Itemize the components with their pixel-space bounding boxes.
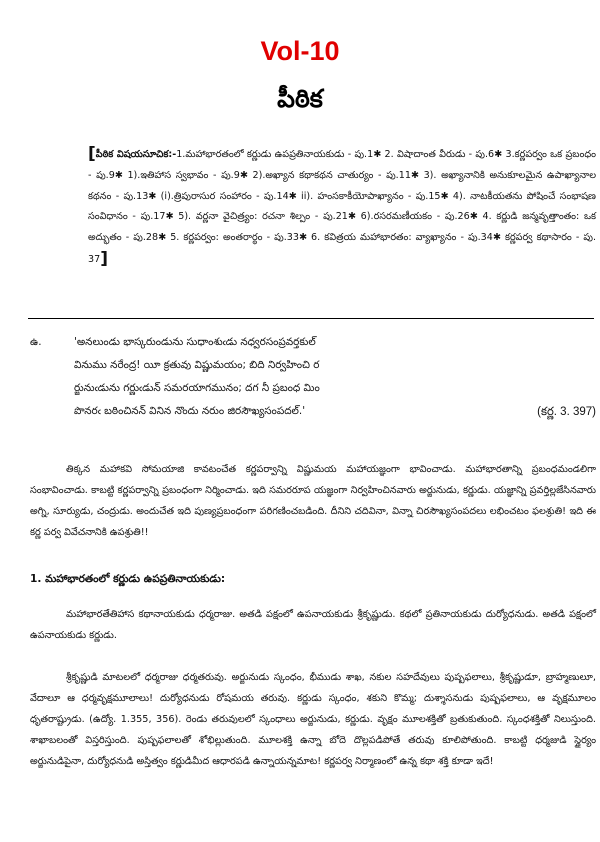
section-paragraph-1: మహాభారతేతిహాస కథానాయకుడు ధర్మరాజు. అతడి పక్షంలో ఉపనాయకుడు శ్రీకృష్ణుడు. కథలో ప్రతినాయకుడు దుర్యోధనుడు. అతడి పక్షంలో ఉపనాయకుడు కర్ణుడు. xyxy=(30,609,596,641)
divider xyxy=(28,318,594,319)
section-paragraph-2: శ్రీకృష్ణుడి మాటలలో ధర్మరాజు ధర్మతరువు. అర్జునుడు స్కంధం, భీముడు శాఖ, నకుల సహదేవులు పుష్పఫలాలు, శ్రీకృష్ణుడూ, బ్రాహ్మణులూ, వేదాలూ ఆ ధర్మవృక్షమూలాలు! దుర్యోధనుడు రోషమయ తరువు. కర్ణుడు స్కంధం, శకుని కొమ్మ; దుశ్శాసనుడు పుష్పఫలాలు, ఆ వృక్షమూలం ధృతరాష్ట్రుడు. (ఉద్యో. 1.355, 356). రెండు తరువులలో స్కంధాలు అర్జునుడు, కర్ణుడు. వృక్షం మూలశక్తితో బ్రతుకుతుంది. స్కంధశక్తితో నిలుస్తుంది. శాఖాబలంతో విస్తరిస్తుంది. పుష్పఫలాలతో శోభిల్లుతుంది. మూలశక్తి ఉన్నా బోదె దొల్లపడిపోతే తరువు కూలిపోతుంది. కాబట్టి ధర్మజుడి స్థైర్యం అర్జునుడిపైనా, దుర్యోధనుడి అస్తిత్వం కర్ణుడిమీద ఆధారపడి ఉన్నాయన్నమాట! కర్ణపర్వ నిర్మాణంలో ఉన్న కథా శక్తి కూడా ఇదే! xyxy=(30,672,596,767)
close-bracket: ] xyxy=(100,248,108,269)
verse-marker: ఉ. xyxy=(30,336,42,348)
table-of-contents xyxy=(88,144,596,271)
verse-line: పొనరఁ బఠించినన్ వినిన నొందు నరుం జిరసౌఖ్యసంపదల్.' xyxy=(74,405,306,417)
section-heading: 1. మహాభారతంలో కర్ణుడు ఉపప్రతినాయకుడు: xyxy=(30,573,226,585)
verse-line: వినుము నరేంద్ర! యీ క్రతువు విష్ణుమయం; బిది నిర్వహించి ర xyxy=(74,359,320,371)
verse-line: 'అనలుండు భాస్కరుండును సుధాంశుఁడు నధ్వరసంప్రవర్తకుల్ xyxy=(74,336,316,348)
verse-line: ర్జునుఁడును గర్ణుఁడున్ సమరయాగమునం; దగ నీ ప్రబంధ మిం xyxy=(74,382,320,394)
page-title: పీఠిక xyxy=(277,84,323,113)
toc-label: పీఠిక విషయసూచిక:- xyxy=(95,149,177,160)
intro-paragraph: తిక్కన మహాకవి సోమయాజి కావటంచేత కర్ణపర్వాన్ని విష్ణుమయ మహాయజ్ఞంగా భావించాడు. మహాభారతాన్ని ప్రబంధమండలిగా సంభావించాడు. కాబట్టి కర్ణపర్వాన్ని ప్రబంధంగా నిర్మించాడు. ఇది సమరరూప యజ్ఞంగా నిర్వహించినవారు అర్జునుడు, కర్ణుడు. యజ్ఞాన్ని ప్రవర్తిల్లజేసినవారు అగ్ని, సూర్యుడు, చంద్రుడు. అందుచేత ఇది పుణ్యప్రబంధంగా పరిగణించబడింది. దీనిని చదివినా, విన్నా చిరసౌఖ్యసంపదలు లభించటం ఫలశ్రుతి! ఇది ఈ కర్ణ పర్వ వివేచనానికి ఉపశ్రుతి!! xyxy=(30,464,596,538)
volume-label: Vol-10 xyxy=(260,36,340,66)
open-bracket: [ xyxy=(88,144,96,164)
verse-reference: (కర్ణ. 3. 397) xyxy=(537,406,596,418)
toc-text: 1.మహాభారతంలో కర్ణుడు ఉపప్రతినాయకుడు - పు.1✱ 2. విషాదాంత వీరుడు - పు.6✱ 3.కర్ణపర్వం ఒక ప్రబంధం - పు.9✱ 1).ఇతిహాస స్వభావం - పు.9✱ 2).అఖ్యాన కథాకథన చాతుర్యం - పు.11✱ 3). అఖ్యానానికి అనుకూలమైన ఉపాఖ్యానాల కథనం - పు.13✱ (i).త్రిపురాసుర సంహారం - పు.14✱ ii). హంసకాకీయోపాఖ్యానం - పు.15✱ 4). నాటకీయతను పోషించే సంభాషణ సంవిధానం - పు.17✱ 5). వర్ణనా వైచిత్ర్యం: రచనా శిల్పం - పు.21✱ 6).రసరమణీయకం - పు.26✱ 4. కర్ణుడి జన్మవృత్తాంతం: ఒక అద్భుతం - పు.28✱ 5. కర్ణపర్వం: అంతరార్థం - పు.33✱ 6. కవిత్రయ మహాభారతం: వ్యాఖ్యానం - పు.34✱ కర్ణపర్వ కథాసారం - పు. 37 xyxy=(88,149,596,265)
